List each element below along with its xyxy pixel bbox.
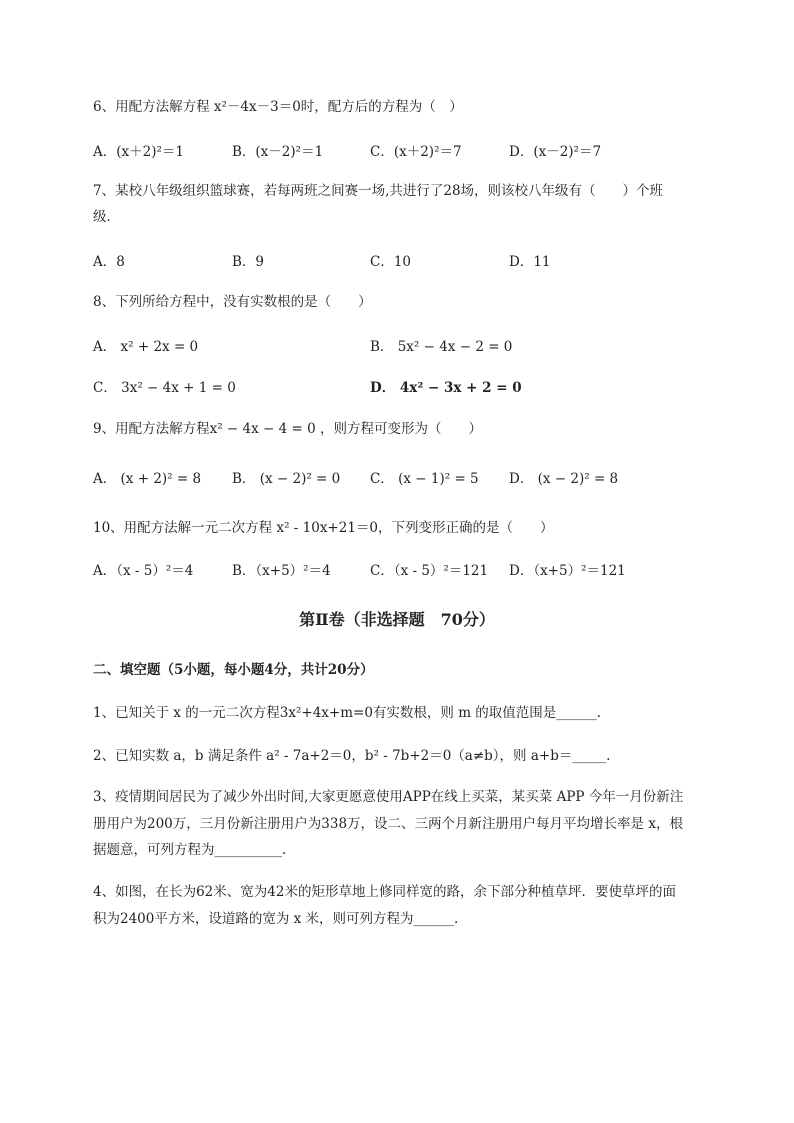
question-7-stem-line1: 7、某校八年级组织篮球赛，若每两班之间赛一场,共进行了28场，则该校八年级有（ ）个班 [93, 183, 664, 199]
option-d: D． (x − 2)² = 8 [509, 471, 619, 487]
option-d: D．11 [509, 254, 551, 270]
question-7-stem-line2: 级． [93, 209, 120, 225]
option-d: D． 4x² − 3x + 2 = 0 [370, 380, 522, 396]
option-a: A． (x + 2)² = 8 [93, 471, 202, 487]
option-b: B．(x－2)²＝1 [232, 144, 324, 160]
question-10-stem: 10、用配方法解一元二次方程 x² - 10x+21＝0，下列变形正确的是（ ） [93, 520, 554, 536]
option-b: B．（x+5）²＝4 [232, 563, 331, 579]
fill-question-4-line2: 积为2400平方米，设道路的宽为 x 米，则可列方程为______. [93, 911, 459, 927]
option-a: A．8 [93, 254, 125, 270]
fill-question-3-line2: 册用户为200万，三月份新注册用户为338万，设二、三两个月新注册用户每月平均增长率是 x，根 [93, 816, 683, 832]
fill-question-3-line1: 3、疫情期间居民为了减少外出时间,大家更愿意使用APP在线上买菜，某买菜 APP 今年一月份新注 [93, 789, 684, 805]
fill-in-section-heading: 二、填空题（5小题，每小题4分，共计20分） [93, 662, 374, 678]
option-a: A．（x - 5）²＝4 [93, 563, 194, 579]
part-2-title: 第Ⅱ卷（非选择题 70分） [299, 610, 495, 629]
option-c: C． 3x² − 4x + 1 = 0 [93, 380, 236, 396]
fill-question-2: 2、已知实数 a，b 满足条件 a² - 7a+2＝0，b² - 7b+2＝0（a≠b），则 a+b＝_____. [93, 748, 611, 764]
option-b: B．9 [232, 254, 265, 270]
question-6-stem: 6、用配方法解方程 x²－4x－3＝0时，配方后的方程为（ ） [93, 99, 463, 115]
option-c: C． (x − 1)² = 5 [370, 471, 479, 487]
option-a: A． x² + 2x = 0 [93, 339, 199, 355]
option-a: A．(x＋2)²＝1 [93, 144, 184, 160]
question-9-stem: 9、用配方法解方程x² − 4x − 4 = 0 ，则方程可变形为（ ） [93, 421, 482, 437]
option-b: B． 5x² − 4x − 2 = 0 [370, 339, 513, 355]
question-8-stem: 8、下列所给方程中，没有实数根的是（ ） [93, 294, 372, 310]
option-c: C．10 [370, 254, 412, 270]
option-c: C．（x - 5）²＝121 [370, 563, 489, 579]
option-b: B． (x − 2)² = 0 [232, 471, 341, 487]
fill-question-4-line1: 4、如图，在长为62米、宽为42米的矩形草地上修同样宽的路，余下部分种植草坪．要使草坪的面 [93, 884, 676, 900]
option-c: C．(x＋2)²＝7 [370, 144, 462, 160]
option-d: D．（x+5）²＝121 [509, 563, 626, 579]
fill-question-3-line3: 据题意，可列方程为__________. [93, 842, 287, 858]
fill-question-1: 1、已知关于 x 的一元二次方程3x²+4x+m=0有实数根，则 m 的取值范围是______. [93, 705, 602, 721]
option-d: D．(x－2)²＝7 [509, 144, 602, 160]
